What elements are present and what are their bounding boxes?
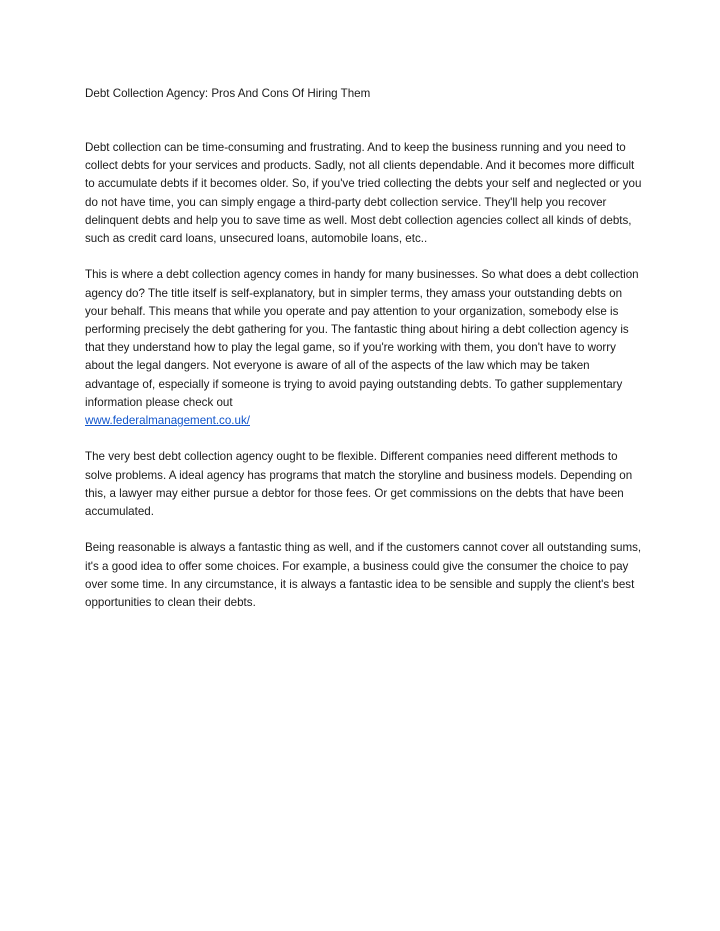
paragraph-reasonable	[85, 539, 645, 612]
paragraph-text: The very best debt collection agency ought to be flexible. Different companies need different methods to solve problems. A ideal agency has programs that match the storyline and business models. Depending on this, a lawyer may either pursue a debtor for those fees. Or get commissions on the debts that have been accumulated.	[85, 450, 633, 519]
federalmanagement-link[interactable]: www.federalmanagement.co.uk/	[85, 414, 250, 428]
paragraph-flexibility	[85, 448, 645, 521]
paragraph-text: Being reasonable is always a fantastic thing as well, and if the customers cannot cover all outstanding sums, it's a good idea to offer some choices. For example, a business could give the consumer the choice to pay over some time. In any circumstance, it is always a fantastic idea to be sensible and supply the client's best opportunities to clean their debts.	[85, 541, 642, 610]
document-content	[85, 85, 645, 630]
paragraph-text: Debt collection can be time-consuming and frustrating. And to keep the business running and you need to collect debts for your services and products. Sadly, not all clients dependable. And it becomes more difficult to accumulate debts if it becomes older. So, if you've tried collecting the debts your self and neglected or you do not have time, you can simply engage a third-party debt collection service. They'll help you recover delinquent debts and help you to save time as well. Most debt collection agencies collect all kinds of debts, such as credit card loans, unsecured loans, automobile loans, etc..	[85, 141, 642, 246]
paragraph-intro	[85, 139, 645, 248]
paragraph-agency-role	[85, 266, 645, 430]
document-title: Debt Collection Agency: Pros And Cons Of Hiring Them	[85, 87, 371, 100]
paragraph-text: This is where a debt collection agency comes in handy for many businesses. So what does a debt collection agency do? The title itself is self-explanatory, but in simpler terms, they amass your outstanding debts on your behalf. This means that while you operate and pay attention to your organization, somebody else is performing precisely the debt gathering for you. The fantastic thing about hiring a debt collection agency is that they understand how to play the legal game, so if you're working with them, you don't have to worry about the legal dangers. Not everyone is aware of all of the aspects of the law which may be taken advantage of, especially if someone is trying to avoid paying outstanding debts. To gather supplementary information please check out	[85, 268, 639, 409]
